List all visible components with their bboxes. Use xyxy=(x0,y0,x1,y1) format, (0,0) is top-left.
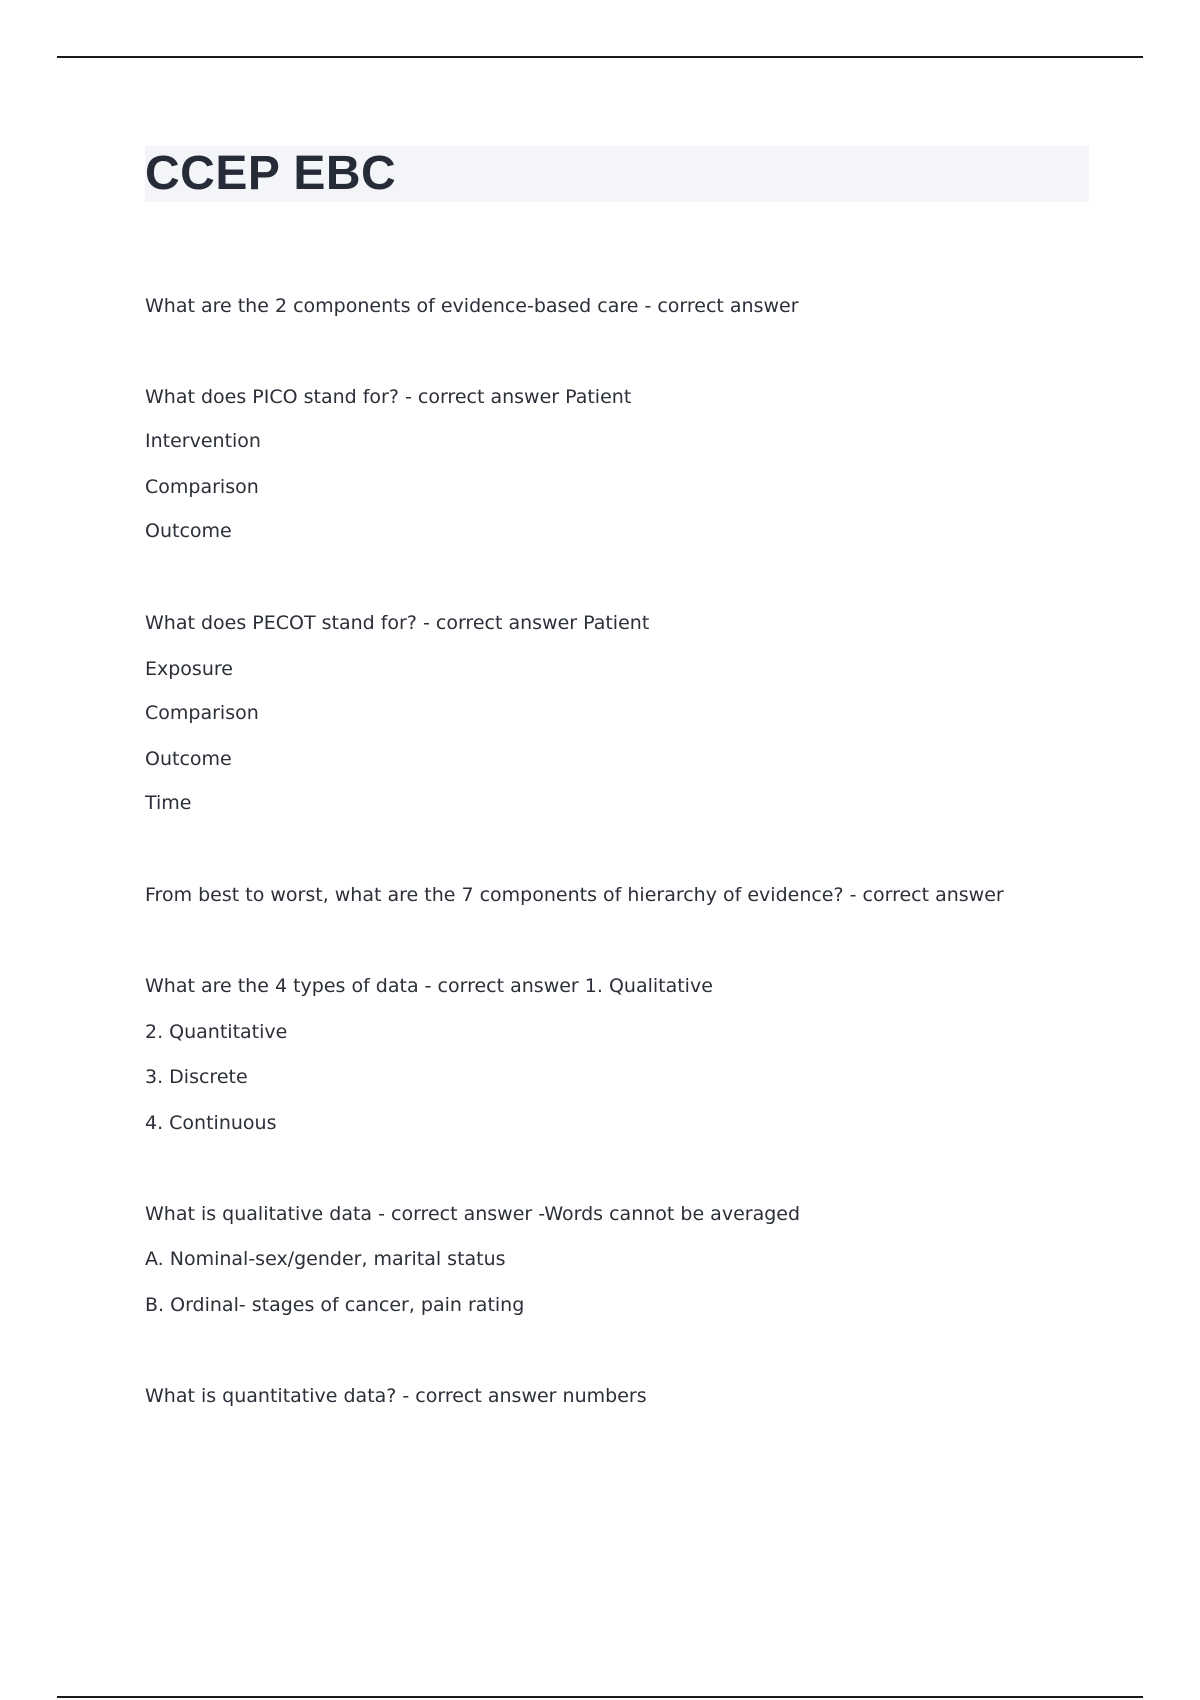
question-text: What are the 2 components of evidence-based care - correct answer xyxy=(145,295,799,317)
page-title: CCEP EBC xyxy=(145,147,397,200)
bottom-rule xyxy=(57,1696,1143,1698)
question-text: What does PECOT stand for? - correct answer Patient xyxy=(145,612,650,634)
question-text: What is quantitative data? - correct answer numbers xyxy=(145,1385,647,1407)
answer-line: Comparison xyxy=(145,702,259,724)
answer-line: Comparison xyxy=(145,476,259,498)
question-text: From best to worst, what are the 7 components of hierarchy of evidence? - correct answer xyxy=(145,884,1004,906)
question-text: What are the 4 types of data - correct answer 1. Qualitative xyxy=(145,975,713,997)
answer-line: A. Nominal-sex/gender, marital status xyxy=(145,1248,506,1270)
answer-line: 3. Discrete xyxy=(145,1066,248,1088)
answer-line: B. Ordinal- stages of cancer, pain rating xyxy=(145,1294,525,1316)
answer-line: Outcome xyxy=(145,748,232,770)
answer-line: Exposure xyxy=(145,658,233,680)
top-rule xyxy=(57,56,1143,58)
answer-line: 4. Continuous xyxy=(145,1112,277,1134)
answer-line: Intervention xyxy=(145,430,261,452)
question-text: What is qualitative data - correct answer -Words cannot be averaged xyxy=(145,1203,801,1225)
answer-line: 2. Quantitative xyxy=(145,1021,288,1043)
answer-line: Time xyxy=(145,792,192,814)
answer-line: Outcome xyxy=(145,520,232,542)
question-text: What does PICO stand for? - correct answer Patient xyxy=(145,386,632,408)
